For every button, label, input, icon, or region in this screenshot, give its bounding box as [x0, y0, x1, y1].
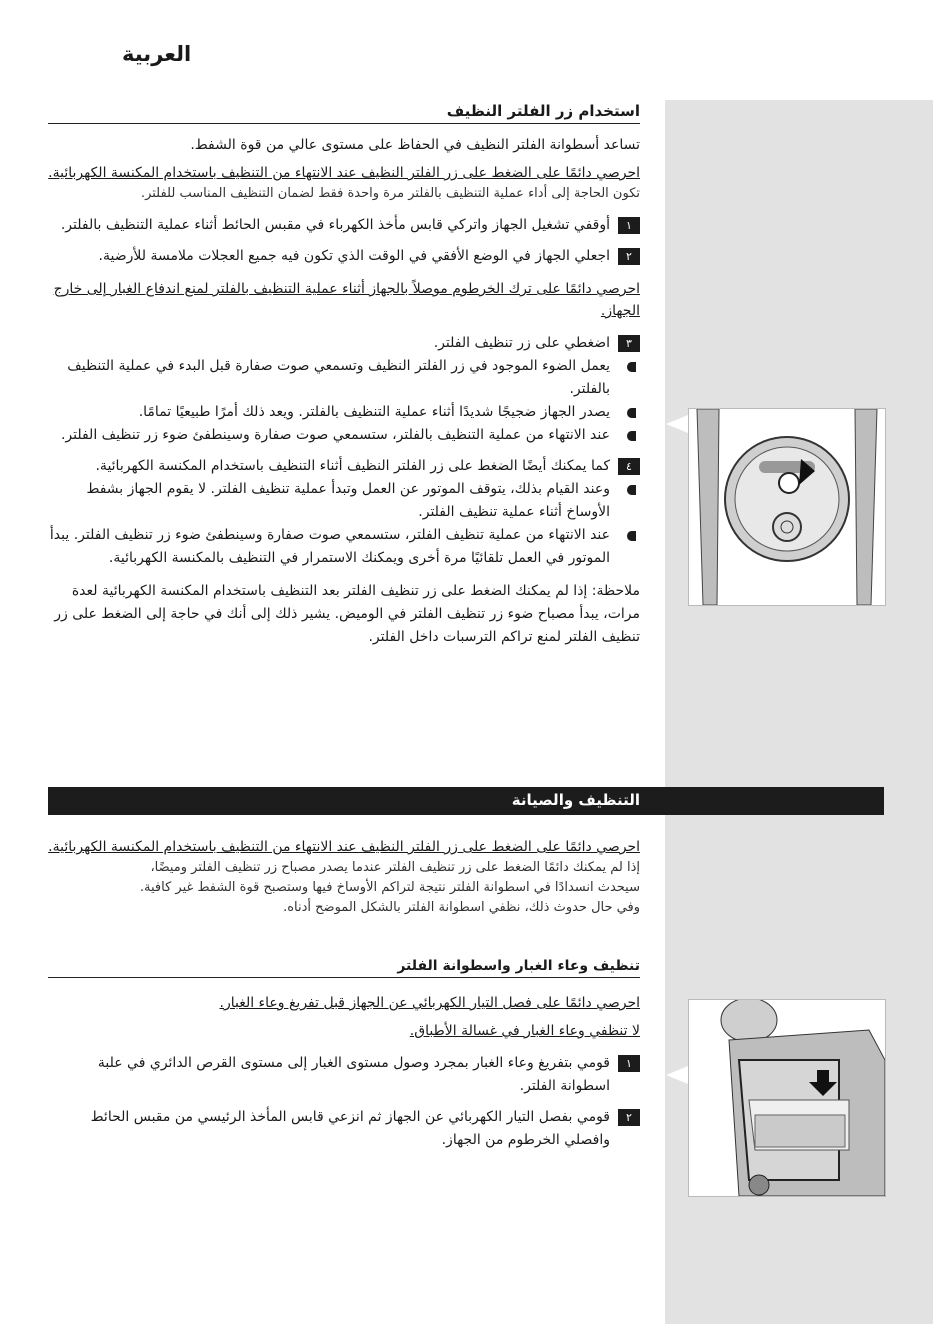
list-item: عند الانتهاء من عملية التنظيف بالفلتر، ستسمعي صوت صفارة وسينطفئ ضوء زر تنظيف الفلتر.	[48, 424, 640, 447]
note-line: سيحدث انسدادًا في اسطوانة الفلتر نتيجة لتراكم الأوساخ فيها وستصبح قوة الشفط غير كافية.	[139, 880, 640, 895]
subsection-dust	[48, 956, 640, 1152]
illustration-dust-container	[688, 999, 886, 1197]
note-once: تكون الحاجة إلى أداء عملية التنظيف بالفلتر مرة واحدة فقط لضمان التنظيف المناسب للفلتر.	[140, 186, 640, 201]
step-text: قومي بفصل التيار الكهربائي عن الجهاز ثم انزعي قابس المأخذ الرئيسي من مقبس الحائط وافصلي الخرطوم من الجهاز.	[90, 1109, 610, 1148]
step-text: اضغطي على زر تنظيف الفلتر.	[433, 335, 610, 351]
list-item: يعمل الضوء الموجود في زر الفلتر النظيف وتسمعي صوت صفارة قبل البدء في عملية التنظيف بالفلتر.	[48, 355, 640, 401]
warning-press-button: احرصي دائمًا على الضغط على زر الفلتر النظيف عند الانتهاء من التنظيف باستخدام المكنسة الكهربائية.	[48, 839, 640, 855]
illustration-filter-button	[688, 408, 886, 606]
list-item: عند الانتهاء من عملية تنظيف الفلتر، ستسمعي صوت صفارة وسينطفئ ضوء زر تنظيف الفلتر. يبدأ الموتور في العمل تلقائيًا مرة أخرى ويمكنك الاستمرار في التنظيف بالمكنسة الكهربائية.	[48, 524, 640, 570]
step-number: ٣	[618, 335, 640, 352]
step-1	[48, 214, 640, 237]
note-blinking: ملاحظة: إذا لم يمكنك الضغط على زر تنظيف الفلتر بعد التنظيف باستخدام المكنسة الكهربائية لعدة مرات، يبدأ مصباح ضوء زر تنظيف الفلتر في الوميض. يشير ذلك إلى أنك في حاجة إلى الضغط على زر تنظيف الفلتر لمنع تراكم الترسبات داخل الفلتر.	[54, 583, 640, 645]
step-2	[48, 245, 640, 268]
warning-dishwasher: لا تنظفي وعاء الغبار في غسالة الأطباق.	[409, 1023, 640, 1039]
note-line: إذا لم يمكنك دائمًا الضغط على زر تنظيف الفلتر عندما يصدر مصباح زر تنظيف الفلتر وميضًا،	[150, 860, 640, 875]
step-number: ٢	[618, 1109, 640, 1126]
subsection-title: تنظيف وعاء الغبار واسطوانة الفلتر	[48, 956, 640, 978]
step-text: أوقفي تشغيل الجهاز واتركي قابس مأخذ الكهرباء في مقبس الحائط أثناء عملية التنظيف بالفلتر.	[60, 217, 610, 233]
pointer-arrow	[666, 1066, 688, 1084]
step-text: اجعلي الجهاز في الوضع الأفقي في الوقت الذي تكون فيه جميع العجلات ملامسة للأرضية.	[98, 248, 610, 264]
step-3-bullets	[48, 355, 640, 447]
section-clean-filter	[48, 100, 640, 649]
step-number: ٤	[618, 458, 640, 475]
language-label: العربية	[122, 42, 192, 66]
step-4-bullets	[48, 478, 640, 570]
warning-press-button: احرصي دائمًا على الضغط على زر الفلتر النظيف عند الانتهاء من التنظيف باستخدام المكنسة الكهربائية.	[48, 165, 640, 181]
step-1	[48, 1052, 640, 1098]
step-2	[48, 1106, 640, 1152]
step-4	[48, 455, 640, 478]
step-number: ١	[618, 1055, 640, 1072]
section-header-bar	[48, 787, 884, 815]
step-3	[48, 332, 640, 355]
section-title: استخدام زر الفلتر النظيف	[48, 100, 640, 124]
pointer-arrow	[666, 415, 688, 433]
warning-unplug: احرصي دائمًا على فصل التيار الكهربائي عن الجهاز قبل تفريغ وعاء الغبار.	[219, 995, 640, 1011]
list-item: وعند القيام بذلك، يتوقف الموتور عن العمل وتبدأ عملية تنظيف الفلتر. لا يقوم الجهاز بشفط الأوساخ أثناء عملية تنظيف الفلتر.	[48, 478, 640, 524]
list-item: يصدر الجهاز ضجيجًا شديدًا أثناء عملية التنظيف بالفلتر. ويعد ذلك أمرًا طبيعيًا تمامًا.	[48, 401, 640, 424]
warning-hose: احرصي دائمًا على ترك الخرطوم موصلاً بالجهاز أثناء عملية التنظيف بالفلتر لمنع اندفاع الغبار إلى خارج الجهاز.	[53, 281, 640, 319]
intro-text: تساعد أسطوانة الفلتر النظيف في الحفاظ على مستوى عالي من قوة الشفط.	[190, 137, 640, 153]
step-text: قومي بتفريغ وعاء الغبار بمجرد وصول مستوى الغبار إلى مستوى القرص الدائري في علبة اسطوانة الفلتر.	[97, 1055, 610, 1094]
step-number: ١	[618, 217, 640, 234]
note-line: وفي حال حدوث ذلك، نظفي اسطوانة الفلتر بالشكل الموضح أدناه.	[283, 900, 640, 915]
step-number: ٢	[618, 248, 640, 265]
step-text: كما يمكنك أيضًا الضغط على زر الفلتر النظيف أثناء التنظيف باستخدام المكنسة الكهربائية.	[95, 458, 610, 474]
section-title: التنظيف والصيانة	[511, 791, 640, 809]
section-cleaning	[48, 836, 640, 918]
